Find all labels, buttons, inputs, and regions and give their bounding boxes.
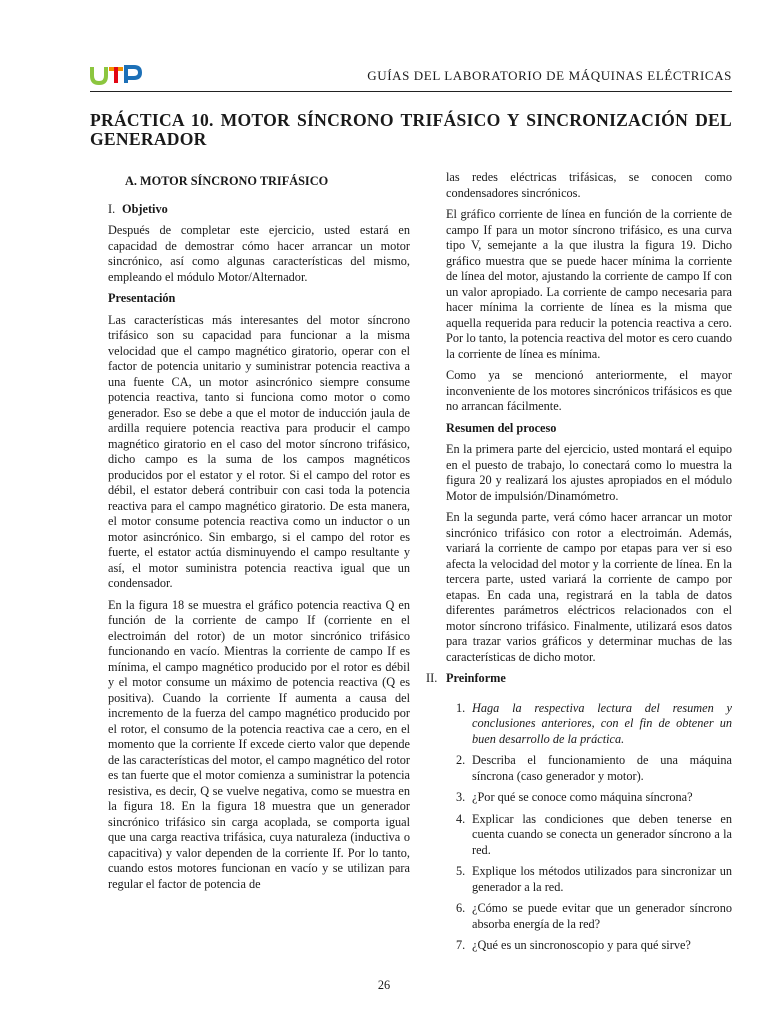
resumen-paragraph-2: En la segunda parte, verá cómo hacer arrancar un motor sincrónico trifásico con rotor a electroimán. Además, variará la corriente de campo por etapas para ver si eso afecta la velocidad del motor y la corriente de línea. En la tercera parte, usted variará la corriente de campo por etapas. En cada una, registrará en la tabla de datos diferentes parámetros eléctricos relacionados con el motor síncrono trifásico. Finalmente, utilizará esos datos para trazar varios gráficos y determinar muchas de las características de dicho motor. xyxy=(446,510,732,664)
preinforme-title: Preinforme xyxy=(446,671,506,685)
right-paragraph-2: El gráfico corriente de línea en función de la corriente de campo If para un motor síncrono trifásico, es una curva tipo V, semejante a la que ilustra la figura 19. Dicho gráfico muestra que se puede hacer mínima la corriente de línea del motor, ajustando la corriente de campo If con un valor apropiado. La corriente de campo necesaria para hacer mínima la corriente de línea es la misma que aquella requerida para reducir la potencia reactiva a cero. Por lo tanto, la potencia reactiva del motor es cero cuando la corriente de línea es mínima. xyxy=(446,207,732,361)
list-item: 7. ¿Qué es un sincronoscopio y para qué sirve? xyxy=(456,938,691,952)
left-column xyxy=(108,170,410,898)
running-title: GUÍAS DEL LABORATORIO DE MÁQUINAS ELÉCTRICAS xyxy=(367,68,732,83)
objetivo-heading xyxy=(108,202,410,218)
header-rule xyxy=(90,91,732,92)
page-header xyxy=(90,64,732,90)
page-number: 26 xyxy=(377,978,391,992)
list-item: 2. Describa el funcionamiento de una máquina síncrona (caso generador y motor). xyxy=(456,753,732,783)
objetivo-text: Después de completar este ejercicio, usted estará en capacidad de demostrar cómo hacer arrancar un motor sincrónico, así como algunas características del mismo, empleando el módulo Motor/Alternador. xyxy=(108,223,410,284)
preinforme-number: II. xyxy=(426,671,438,685)
section-a-heading: A. MOTOR SÍNCRONO TRIFÁSICO xyxy=(125,174,329,188)
presentacion-paragraph-2: En la figura 18 se muestra el gráfico potencia reactiva Q en función de la corriente de campo If (corriente en el electroimán del rotor) de un motor sincrónico trifásico funcionando en vacío. Mientras la corriente de campo If es mínima, el campo magnético producido por el rotor es débil y el motor consume un máximo de potencia reactiva (Q es positiva). Cuando la corriente If aumenta a causa del incremento de la fuerza del campo magnético producido por el rotor, el consumo de la potencia reactiva cae a cero, en el momento que la corriente If excede cierto valor que depende de las características del motor, el campo magnético del rotor es tan fuerte que el motor comienza a suministrar la potencia resistiva, es decir, Q se vuelve negativa, como se muestra en la figura 18. En la figura 18 muestra que un generador sincrónico trifásico sin carga acoplada, se comporta igual que una carga reactiva trifásica, cuya naturaleza (inductiva o capacitiva) y valor dependen de la corriente If. Por lo tanto, cuando estos motores funcionan en vacío y se utilizan para regular el factor de potencia de xyxy=(108,597,410,891)
objetivo-number: I. xyxy=(108,201,116,216)
preinforme-heading xyxy=(426,671,732,687)
presentacion-paragraph-1: Las características más interesantes del motor síncrono trifásico son su capacidad para funcionar a la misma velocidad que el campo magnético giratorio, operar con el factor de potencia unitario y suministrar potencia reactiva a una fuente CA, un motor asincrónico siempre consume potencia reactiva, tanto si funciona como motor o como generador. Eso se debe a que el motor de inducción jaula de ardilla requiere potencia reactiva para producir el campo magnético giratorio en el caso del motor síncrono trifásico, dicho campo es la suma de los campos magnéticos producidos por el estator y el rotor. Si el campo del rotor es débil, el estator deberá contribuir con casi toda la potencia reactiva para el campo magnético giratorio. De esta manera, el motor consume potencia reactiva como un inductor o un motor asincrónico. Sin embargo, si el campo del rotor es fuerte, el estator actúa disminuyendo el campo resultante y así, el motor suministra potencia reactiva igual que un condensador. xyxy=(108,312,410,590)
list-item: 1. Haga la respectiva lectura del resumen y conclusiones anteriores, con el fin de obtener un buen desarrollo de la práctica. xyxy=(456,700,732,746)
list-item: 5. Explique los métodos utilizados para sincronizar un generador a la red. xyxy=(456,864,732,894)
resumen-heading: Resumen del proceso xyxy=(446,420,557,435)
right-paragraph-3: Como ya se mencionó anteriormente, el mayor inconveniente de los motores sincrónicos trifásicos es que no arrancan fácilmente. xyxy=(446,368,732,413)
preinforme-list xyxy=(446,701,732,954)
page-title: PRÁCTICA 10. MOTOR SÍNCRONO TRIFÁSICO Y SINCRONIZACIÓN DEL GENERADOR xyxy=(90,110,732,149)
list-item: 4. Explicar las condiciones que deben tenerse en cuenta cuando se conecta un generador síncrono a la red. xyxy=(456,811,732,857)
presentacion-heading: Presentación xyxy=(108,291,176,305)
list-item: 3. ¿Por qué se conoce como máquina síncrona? xyxy=(456,790,693,804)
right-paragraph-1: las redes eléctricas trifásicas, se conocen como condensadores sincrónicos. xyxy=(446,170,732,200)
list-item: 6. ¿Cómo se puede evitar que un generador síncrono absorba energía de la red? xyxy=(456,901,732,931)
resumen-paragraph-1: En la primera parte del ejercicio, usted montará el equipo en el puesto de trabajo, lo conectará como lo muestra la figura 20 y realizará los ajustes apropiados en el módulo Motor de impulsión/Dinamómetro. xyxy=(446,442,732,503)
objetivo-title: Objetivo xyxy=(122,201,168,216)
right-column xyxy=(426,170,732,960)
utp-logo-icon xyxy=(90,64,142,86)
